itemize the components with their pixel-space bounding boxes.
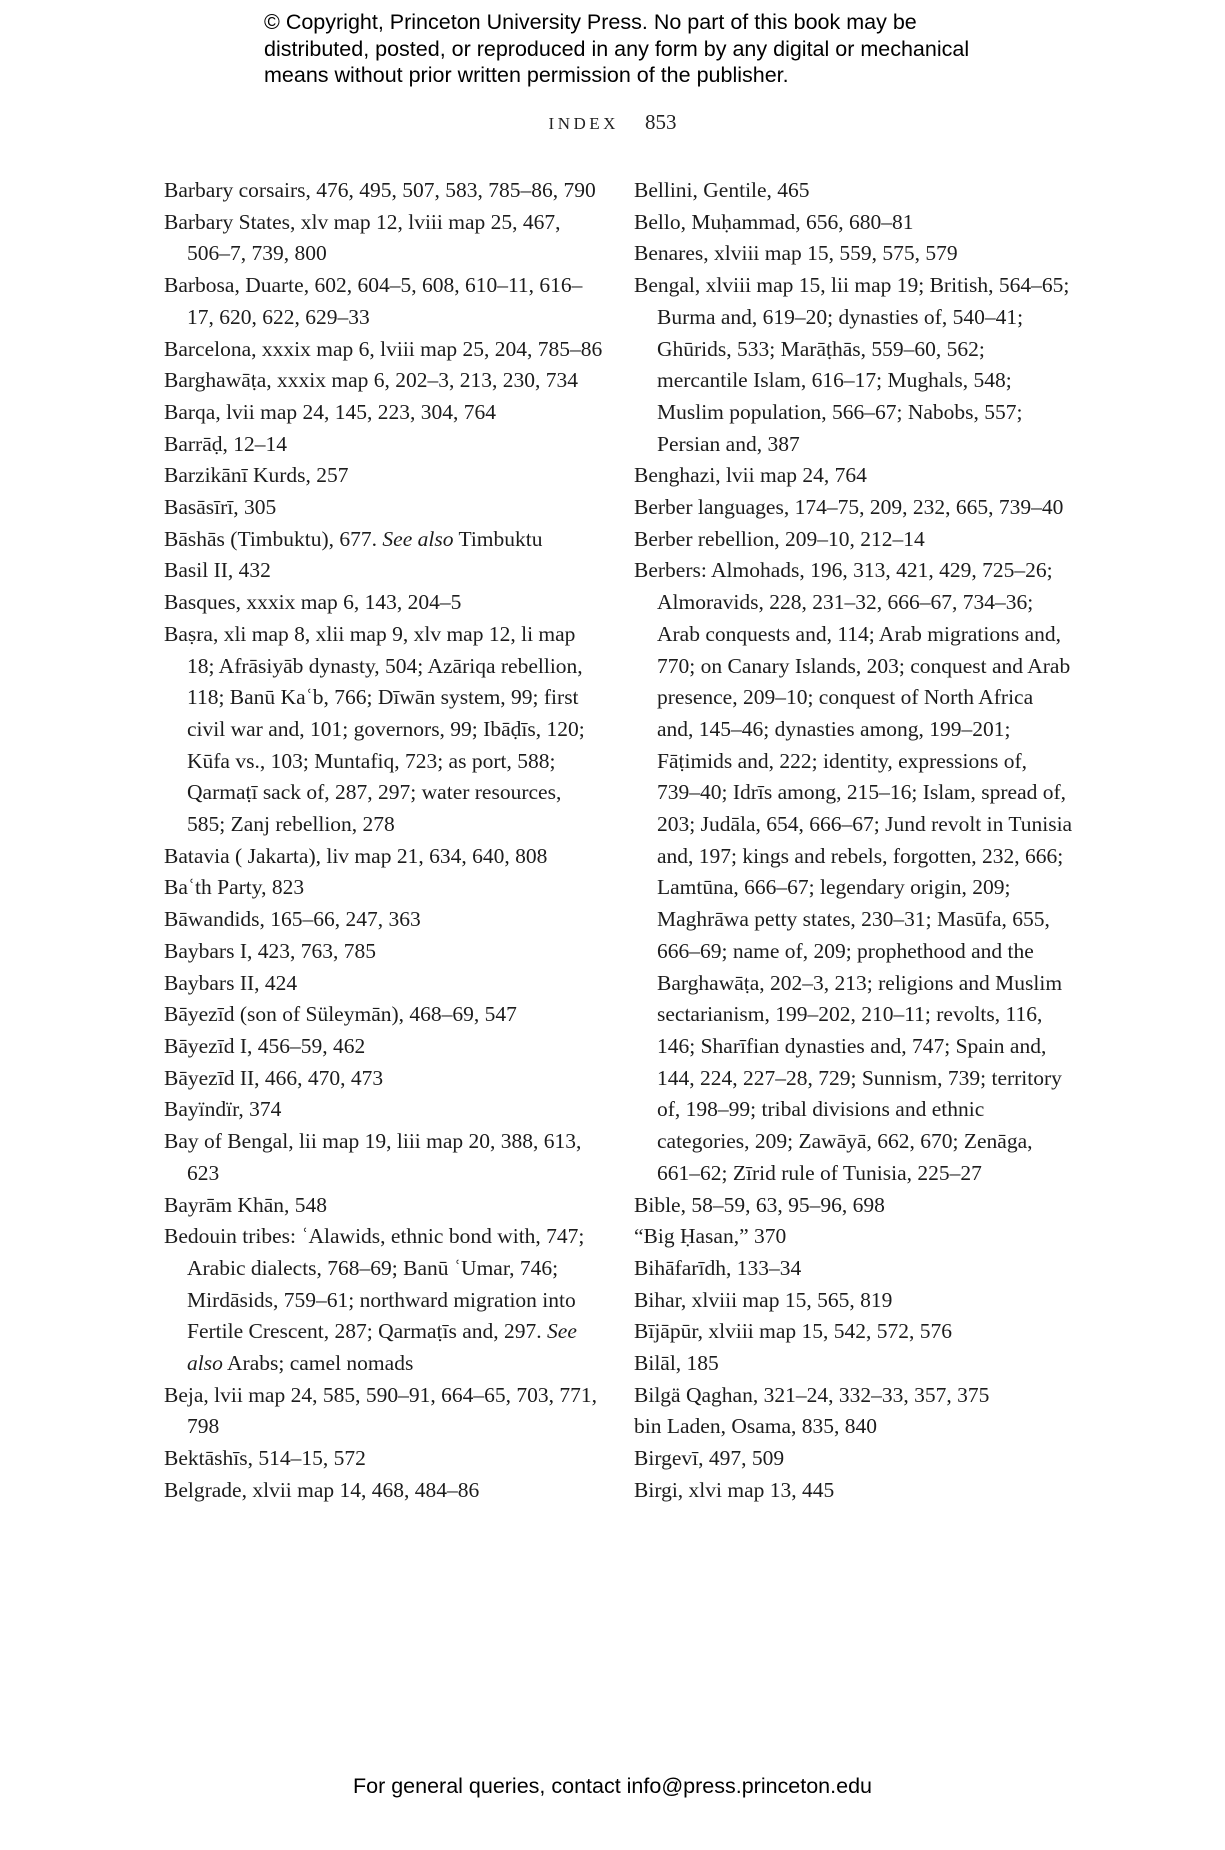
index-entry: Bayrām Khān, 548 [164,1192,328,1217]
index-entry: Basil II, 432 [164,558,271,583]
index-entry: Barbary corsairs, 476, 495, 507, 583, 785–86, 790 [164,178,596,202]
index-column-right [634,175,1074,1507]
index-entry: Barbosa, Duarte, 602, 604–5, 608, 610–11, 616–17, 620, 622, 629–33 [164,273,583,329]
index-entry: Berber languages, 174–75, 209, 232, 665, 739–40 [634,495,1064,520]
index-entry: Birgi, xlvi map 13, 445 [634,1477,835,1502]
index-entry: Barcelona, xxxix map 6, lviii map 25, 204, 785–86 [164,336,603,361]
running-head-label: INDEX [548,114,619,133]
index-entry: Benares, xlviii map 15, 559, 575, 579 [634,241,958,266]
index-entry: Barrāḍ, 12–14 [164,431,287,456]
copyright-line: means without prior written permission of the publisher. [264,63,789,87]
index-entry: Bījāpūr, xlviii map 15, 542, 572, 576 [634,1319,953,1344]
index-entry: Bāyezīd II, 466, 470, 473 [164,1065,384,1090]
index-entry: Bellini, Gentile, 465 [634,178,810,202]
see-also-label: See also [187,1319,577,1376]
index-entry: Bektāshīs, 514–15, 572 [164,1446,366,1471]
index-entry: Belgrade, xlvii map 14, 468, 484–86 [164,1477,480,1502]
index-entry: Basāsīrī, 305 [164,495,277,520]
index-entry: Bāwandids, 165–66, 247, 363 [164,907,421,932]
copyright-line: © Copyright, Princeton University Press. No part of this book may be [264,10,917,34]
index-entry: bin Laden, Osama, 835, 840 [634,1414,878,1439]
index-entry: Bihāfarīdh, 133–34 [634,1255,802,1280]
index-entry: Bāyezīd (son of Süleymān), 468–69, 547 [164,1002,517,1027]
index-entry: Bāshās (Timbuktu), 677. See also Timbuktu [164,526,543,551]
index-entry: Baybars I, 423, 763, 785 [164,938,376,963]
index-entry: Bilgä Qaghan, 321–24, 332–33, 357, 375 [634,1382,990,1407]
index-entry: Berbers: Almohads, 196, 313, 421, 429, 725–26; Almoravids, 228, 231–32, 666–67, 734–36; Arab conquests and, 114; Arab migrations and, 770; on Canary Islands, 203; conquest and Arab presence, 209–10; conquest of North Africa and, 145–46; dynasties among, 199–201; Fāṭimids and, 222; identity, expressions of, 739–40; Idrīs among, 215–16; Islam, spread of, 203; Judāla, 654, 666–67; Jund revolt in Tunisia and, 197; kings and rebels, forgotten, 232, 666; Lamtūna, 666–67; legendary origin, 209; Maghrāwa petty states, 230–31; Masūfa, 655, 666–69; name of, 209; prophethood and the Barghawāṭa, 202–3, 213; religions and Muslim sectarianism, 199–202, 210–11; revolts, 116, 146; Sharīfian dynasties and, 747; Spain and, 144, 224, 227–28, 729; Sunnism, 739; territory of, 198–99; tribal divisions and ethnic categories, 209; Zawāyā, 662, 670; Zenāga, 661–62; Zīrid rule of Tunisia, 225–27 [634,558,1073,1185]
index-entry: Bāyezīd I, 456–59, 462 [164,1033,366,1058]
index-entry: Bengal, xlviii map 15, lii map 19; British, 564–65; Burma and, 619–20; dynasties of, 540–41; Ghūrids, 533; Marāṭhās, 559–60, 562; mercantile Islam, 616–17; Mughals, 548; Muslim population, 566–67; Nabobs, 557; Persian and, 387 [634,273,1070,456]
index-entry: Bay of Bengal, lii map 19, liii map 20, 388, 613, 623 [164,1129,582,1185]
index-entry: Beja, lvii map 24, 585, 590–91, 664–65, 703, 771, 798 [164,1382,597,1439]
copyright-line: distributed, posted, or reproduced in any form by any digital or mechanical [264,36,970,61]
index-entry: Bayïndïr, 374 [164,1097,282,1122]
index-entry: Berber rebellion, 209–10, 212–14 [634,526,925,551]
index-entry: Barqa, lvii map 24, 145, 223, 304, 764 [164,399,497,424]
copyright-notice [264,9,1024,89]
index-entry: Basques, xxxix map 6, 143, 204–5 [164,590,462,615]
index-entry: Barghawāṭa, xxxix map 6, 202–3, 213, 230, 734 [164,368,579,393]
running-head [0,110,1225,135]
index-entry: Baʿth Party, 823 [164,875,305,900]
index-entry: Barzikānī Kurds, 257 [164,463,349,488]
index-entry: Bello, Muḥammad, 656, 680–81 [634,209,914,234]
index-entry: Bible, 58–59, 63, 95–96, 698 [634,1192,885,1217]
footer-contact: For general queries, contact info@press.princeton.edu [352,1774,872,1798]
index-entry: Baybars II, 424 [164,970,298,995]
index-entry: Bedouin tribes: ʿAlawids, ethnic bond with, 747; Arabic dialects, 768–69; Banū ʿUmar, 746; Mirdāsids, 759–61; northward migration into Fertile Crescent, 287; Qarmaṭīs and, 297. See also Arabs; camel nomads [164,1224,585,1376]
index-entry: Bilāl, 185 [634,1351,719,1376]
index-entry: Bihar, xlviii map 15, 565, 819 [634,1287,893,1312]
index-entry: Batavia ( Jakarta), liv map 21, 634, 640, 808 [164,843,548,868]
index-entry: Baṣra, xli map 8, xlii map 9, xlv map 12, li map 18; Afrāsiyāb dynasty, 504; Azāriqa rebellion, 118; Banū Kaʿb, 766; Dīwān system, 99; first civil war and, 101; governors, 99; Ibāḍīs, 120; Kūfa vs., 103; Muntafiq, 723; as port, 588; Qarmaṭī sack of, 287, 297; water resources, 585; Zanj rebellion, 278 [164,621,585,837]
index-entry: Birgevī, 497, 509 [634,1446,785,1471]
see-also-label: See also [382,526,454,551]
page-number: 853 [644,110,677,134]
index-entry: Barbary States, xlv map 12, lviii map 25, 467, 506–7, 739, 800 [164,209,561,266]
index-column-left [164,175,604,1507]
index-entry: Benghazi, lvii map 24, 764 [634,463,867,488]
index-entry: “Big Ḥasan,” 370 [634,1224,787,1249]
